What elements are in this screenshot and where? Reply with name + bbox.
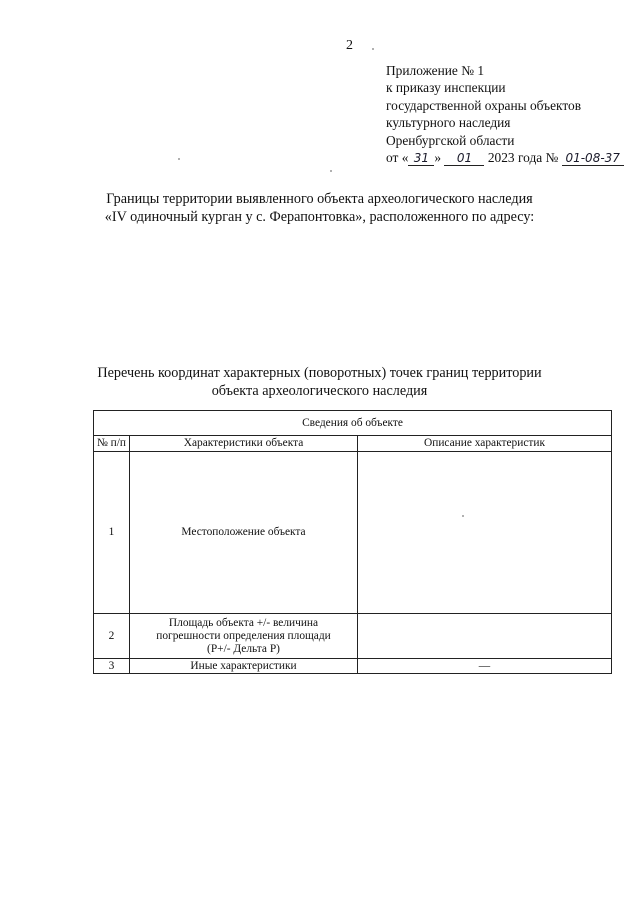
handwritten-month: 01 bbox=[444, 152, 484, 166]
row-characteristic bbox=[130, 614, 358, 659]
borders-title-line: «IV одиночный курган у с. Ферапонтовка», расположенного по адресу: bbox=[104, 209, 535, 225]
coordinates-title bbox=[0, 364, 639, 400]
date-prefix: от « bbox=[386, 150, 409, 166]
page-number: 2 bbox=[346, 38, 353, 53]
row-number: 1 bbox=[94, 452, 130, 614]
table-row bbox=[94, 452, 612, 614]
characteristic-line: (P+/- Дельта P) bbox=[207, 642, 280, 655]
column-header: № п/п bbox=[94, 436, 130, 452]
characteristic-line: погрешности определения площади bbox=[156, 629, 331, 642]
appendix-line: Оренбургской области bbox=[386, 132, 515, 148]
coordinates-title-line: объекта археологического наследия bbox=[211, 383, 428, 399]
year-text: 2023 года № bbox=[487, 150, 559, 166]
column-header: Описание характеристик bbox=[358, 436, 612, 452]
borders-title bbox=[0, 190, 639, 226]
table-columns-row bbox=[94, 436, 612, 452]
appendix-line: культурного наследия bbox=[386, 115, 511, 131]
characteristic-line: Площадь объекта +/- величина bbox=[168, 616, 319, 629]
table-row bbox=[94, 614, 612, 659]
row-number: 3 bbox=[94, 659, 130, 674]
handwritten-day: 31 bbox=[408, 152, 434, 166]
order-date-line bbox=[386, 149, 624, 166]
date-close: » bbox=[434, 150, 442, 166]
row-description: — bbox=[358, 659, 612, 674]
scan-speck bbox=[462, 515, 464, 517]
column-header: Характеристики объекта bbox=[130, 436, 358, 452]
row-characteristic: Иные характеристики bbox=[130, 659, 358, 674]
appendix-block bbox=[386, 62, 624, 166]
borders-title-line: Границы территории выявленного объекта археологического наследия bbox=[106, 191, 533, 207]
appendix-line: к приказу инспекции bbox=[386, 80, 506, 96]
table-row bbox=[94, 659, 612, 674]
appendix-line: Приложение № 1 bbox=[386, 63, 485, 78]
coordinates-title-line: Перечень координат характерных (поворотных) точек границ территории bbox=[97, 365, 542, 381]
object-info-table bbox=[93, 410, 612, 674]
row-description bbox=[358, 452, 612, 614]
handwritten-order-number: 01-08-37 bbox=[562, 152, 624, 166]
table-header: Сведения об объекте bbox=[94, 411, 612, 436]
row-number: 2 bbox=[94, 614, 130, 659]
scan-speck bbox=[178, 158, 180, 160]
row-characteristic: Местоположение объекта bbox=[130, 452, 358, 614]
scan-speck bbox=[330, 170, 332, 172]
row-description bbox=[358, 614, 612, 659]
appendix-line: государственной охраны объектов bbox=[386, 97, 582, 113]
table-header-row bbox=[94, 411, 612, 436]
scan-speck bbox=[372, 48, 374, 50]
